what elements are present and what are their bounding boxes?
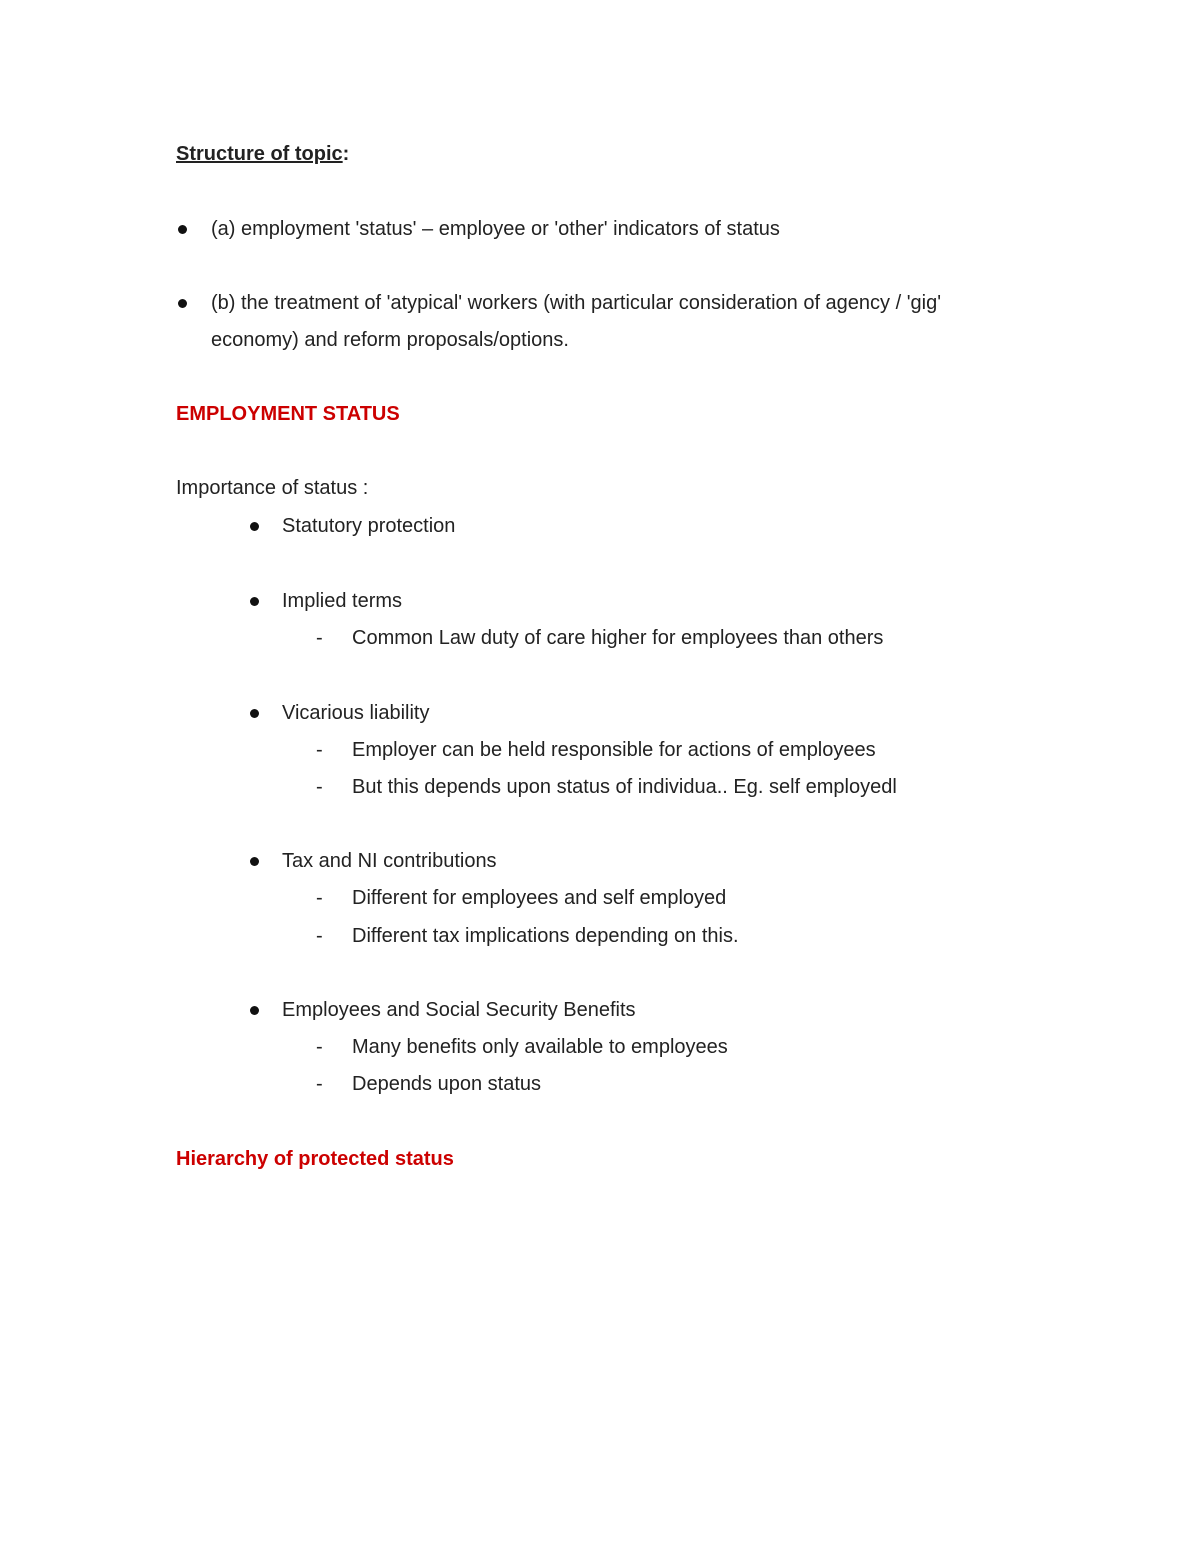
structure-item-a: (a) employment 'status' – employee or 'other' indicators of status: [211, 218, 780, 240]
sub-point: Different tax implications depending on this.: [352, 925, 739, 947]
bullet-icon: [250, 709, 259, 718]
importance-label: Importance of status :: [176, 477, 369, 499]
dash-marker: -: [316, 925, 323, 947]
dash-marker: -: [316, 1073, 323, 1095]
bullet-icon: [178, 225, 187, 234]
title-colon: :: [342, 143, 350, 165]
sub-point: Depends upon status: [352, 1073, 542, 1095]
dash-marker: -: [316, 887, 323, 909]
sub-point: Employer can be held responsible for actions of employees: [352, 739, 876, 761]
point-social-security: Employees and Social Security Benefits: [282, 999, 636, 1021]
sub-point: Many benefits only available to employees: [352, 1036, 728, 1058]
bullet-icon: [250, 597, 259, 606]
dash-marker: -: [316, 1036, 323, 1058]
section-heading-hierarchy: Hierarchy of protected status: [176, 1148, 454, 1170]
section-heading-employment-status: EMPLOYMENT STATUS: [176, 403, 400, 425]
bullet-icon: [250, 1006, 259, 1015]
point-implied-terms: Implied terms: [282, 590, 403, 612]
sub-point: But this depends upon status of individua.. Eg. self employedl: [352, 776, 897, 798]
point-tax-ni: Tax and NI contributions: [282, 850, 497, 872]
dash-marker: -: [316, 776, 323, 798]
point-statutory-protection: Statutory protection: [282, 515, 456, 537]
dash-marker: -: [316, 739, 323, 761]
structure-item-b: (b) the treatment of 'atypical' workers (with particular consideration of agency / 'gig': [211, 292, 942, 314]
title-text: Structure of topic: [176, 143, 343, 165]
bullet-icon: [250, 857, 259, 866]
sub-point: Common Law duty of care higher for employees than others: [352, 627, 884, 649]
sub-point: Different for employees and self employed: [352, 887, 727, 909]
bullet-icon: [250, 522, 259, 531]
dash-marker: -: [316, 627, 323, 649]
bullet-icon: [178, 299, 187, 308]
point-vicarious-liability: Vicarious liability: [282, 702, 430, 724]
document-title: [176, 142, 349, 166]
structure-item-b-continued: economy) and reform proposals/options.: [211, 329, 569, 351]
